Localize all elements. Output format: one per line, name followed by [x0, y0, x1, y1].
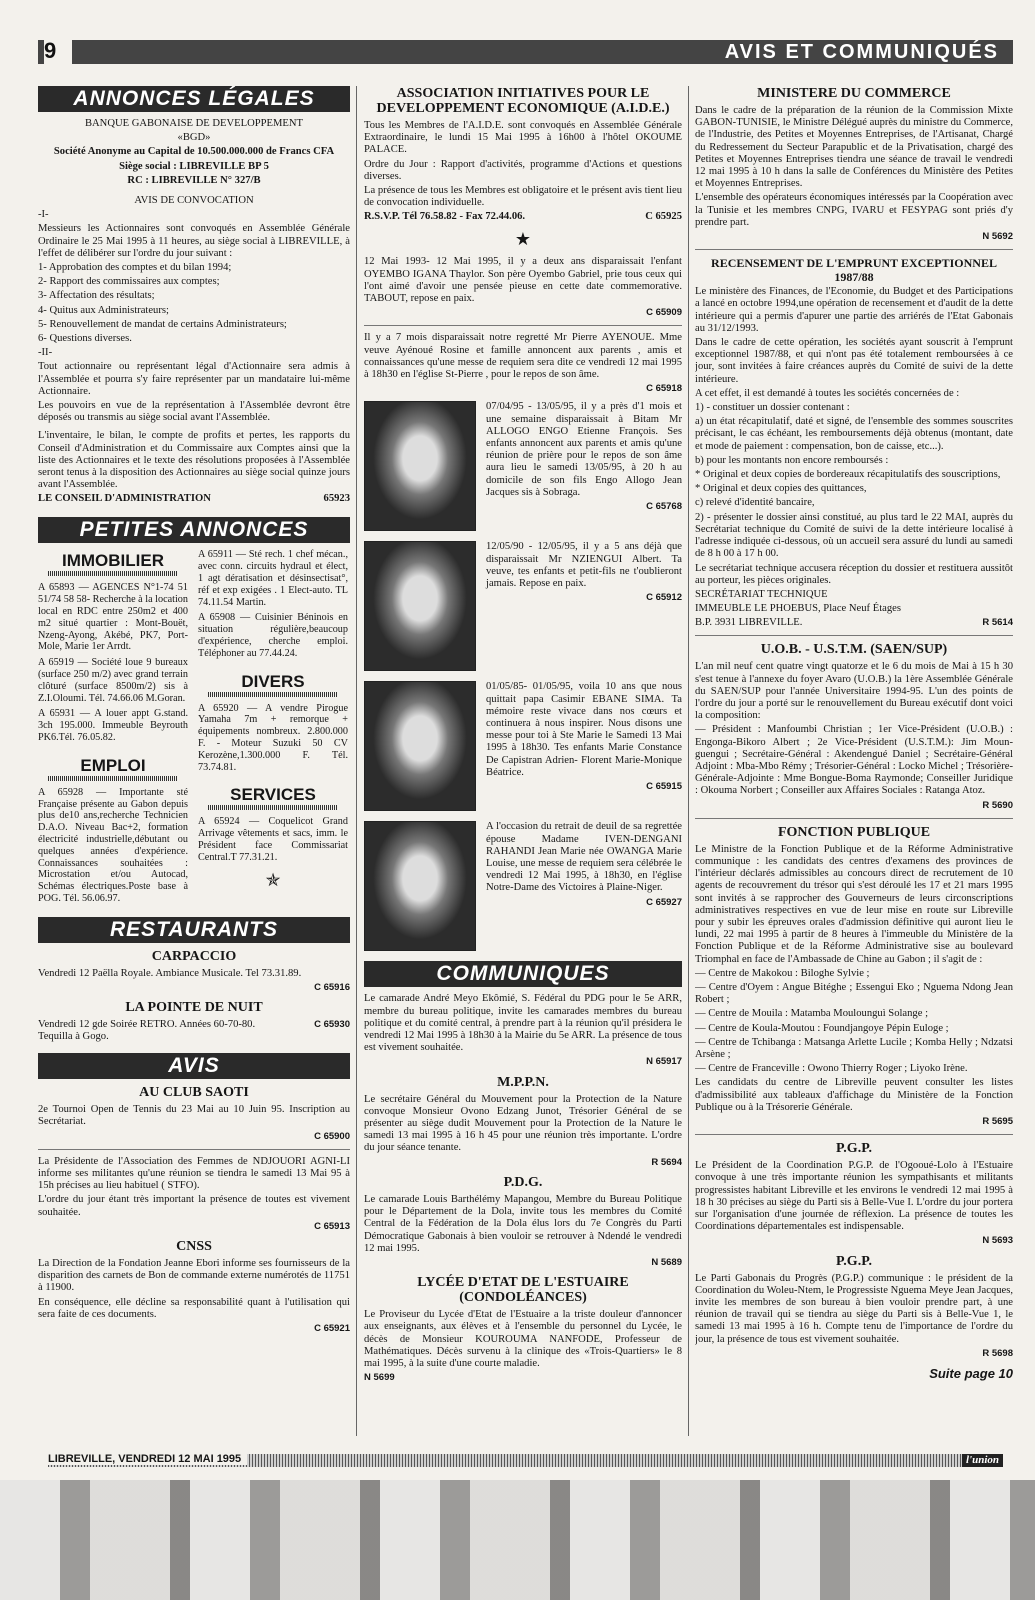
communique-text: Le camarade André Meyo Ekômié, S. Fédéral du PDG pour le 5e ARR, membre du bureau politique, invite les camarades membres du bureau politique et du comité central, à prendre part à la réunion qu'il présidera le vendredi 12 Mai 1995 à 18h30 à la Mairie du 5e ARR. La présence de tous est vivement souhaitée. — [364, 993, 682, 1054]
portrait-photo — [364, 541, 476, 671]
ad-reference: C 65912 — [646, 592, 682, 604]
notice-text: Les candidats du centre de Libreville peuvent consulter les listes d'admissibilité aux tableaux d'affichage du Ministère de la Fonction Publique ou à la Trésorerie Générale. — [695, 1077, 1013, 1113]
page-number: 9 — [44, 38, 72, 66]
section-header-bar — [38, 40, 1013, 64]
agenda-item: 2- Rapport des commissaires aux comptes; — [38, 276, 220, 288]
ad-reference: N 5689 — [651, 1256, 682, 1268]
column-divider — [688, 86, 689, 1436]
signature-text: LE CONSEIL D'ADMINISTRATION — [38, 493, 211, 505]
convocation-paragraph: Tout actionnaire ou représentant légal d'Actionnaire sera admis à l'Assemblée et pourra s'y faire représenter par un mandataire lui-même Actionnaire. — [38, 361, 350, 397]
ad-reference: C 65918 — [646, 383, 682, 395]
obituary — [364, 541, 682, 671]
list-item: * Original et deux copies de bordereaux récapitulatifs des souscriptions, — [695, 469, 1001, 481]
portrait-photo — [364, 681, 476, 811]
list-item: — Centre de Tchibanga : Matsanga Arlette Lucile ; Komba Helly ; Ndzatsi Arsène ; — [695, 1036, 1013, 1060]
bgd-line: Société Anonyme au Capital de 10.500.000.000 de Francs CFA — [53, 146, 335, 158]
classified-ad: A 65920 — A vendre Pirogue Yamaha 7m + remorque + équipements nombreux. 2.800.000 F. - Moteur Suzuki 50 CV Kerozène,1.300.000 F. Tél. 73.74.81. — [198, 702, 348, 773]
ad-reference: C 65900 — [314, 1130, 350, 1142]
agenda-item: 6- Questions diverses. — [38, 333, 132, 345]
agenda-item: 1- Approbation des comptes et du bilan 1994; — [38, 262, 232, 274]
list-item: 2) - présenter le dossier ainsi constitué, au plus tard le 22 MAI, auprès du Secrétariat technique du Comité de suivi de la dette intérieure localisé à l'adresse indiquée ci-dessous, où un accueil sera assuré du lundi au samedi de 8 h 00 à 17 h 00. — [695, 511, 1013, 560]
list-item: c) relevé d'identité bancaire, — [695, 497, 815, 509]
separator-rule — [695, 635, 1013, 636]
separator-rule — [695, 1134, 1013, 1135]
restaurant-text: Vendredi 12 gde Soirée RETRO. Années 60-70-80. Tequilla à Gogo. — [38, 1019, 256, 1043]
list-item: a) un état récapitulatif, daté et signé, de l'ensemble des sommes souscrites précisant, le cas échéant, les remboursements déjà obtenus (montant, date et mode de paiement : compensation, bon de caisse, etc...). — [695, 416, 1013, 452]
category-underline — [208, 692, 338, 697]
category-services: SERVICES — [230, 785, 316, 805]
notice-text: Tous les Membres de l'A.I.D.E. sont convoqués en Assemblée Générale Extraordinaire, le lundi 15 Mai 1995 à 16h00 à l'hôtel OKOUME PALACE. — [364, 120, 682, 156]
column-1 — [38, 86, 350, 1446]
continued-page-link[interactable]: Suite page 10 — [929, 1366, 1013, 1382]
obituary-text: 12/05/90 - 12/05/95, il y a 5 ans déjà que disparaissait Mr NZIENGUI Albert. Ta veuve, tes enfants et petit-fils ne t'oublieront jamais. Repose en paix. — [486, 541, 682, 590]
classifieds-left — [38, 549, 188, 906]
category-immobilier: IMMOBILIER — [62, 551, 164, 571]
column-divider — [356, 86, 357, 1436]
ad-reference: C 65927 — [646, 896, 682, 908]
classified-ad: A 65928 — Importante sté Française présente au Gabon depuis plus de10 ans,recherche Technicien D.A.O. Niveau Bac+2, formation électricité industrielle,débutant ou quelques années d'expérience. Connaissances souhaitées : Microstation et/ou Autocad, Schémas électriques.Poste base à POG. Tél. 56.06.97. — [38, 786, 188, 905]
ad-reference: C 65909 — [646, 307, 682, 319]
column-3 — [695, 86, 1013, 1446]
avis-convocation-title: AVIS DE CONVOCATION — [134, 195, 254, 207]
ad-reference: N 5692 — [982, 231, 1013, 243]
address-line: IMMEUBLE LE PHOEBUS, Place Neuf Étages — [695, 603, 901, 615]
notice-text: La présence de tous les Membres est obligatoire et le présent avis tient lieu de convocation individuelle. — [364, 185, 682, 209]
obituary-body — [486, 821, 682, 951]
category-underline — [48, 571, 178, 576]
list-item: — Centre d'Oyem : Angue Bitéghe ; Essengui Eko ; Nguema Ndong Jean Robert ; — [695, 981, 1013, 1006]
restaurant-name: CARPACCIO — [151, 948, 237, 964]
notice-title: MINISTERE DU COMMERCE — [757, 86, 951, 101]
part-two-marker: -II- — [38, 347, 53, 359]
agenda-item: 3- Affectation des résultats; — [38, 290, 155, 302]
notice-title: P.G.P. — [836, 1253, 872, 1269]
restaurant-name: LA POINTE DE NUIT — [125, 1000, 263, 1016]
notice-text: L'an mil neuf cent quatre vingt quatorze et le 6 du mois de Mai à 15 h 30 s'est tenue à l'annexe du foyer Avaro (U.O.B.) la 1ère Assemblée Générale du SAEN/SUP pour l'année Universitaire 1994-95. L'un des points de l'ordre du jour a porté sur le renouvellement du Bureau exécutif dont voici la composition: — [695, 661, 1013, 722]
notice-title: AU CLUB SAOTI — [139, 1085, 249, 1101]
notice-text: Ordre du Jour : Rapport d'activités, programme d'Actions et questions diverses. — [364, 158, 682, 182]
communiques-band: COMMUNIQUES — [364, 961, 682, 987]
obituary-text: 07/04/95 - 13/05/95, il y a près d'1 mois et une semaine disparaissait à Bitam Mr ALLOGO ENGO Etienne François. Ses enfants annoncent aux parents et amis qu'une réunion de prière pour le repos de son âme aura lieu le samedi 13/05/95, à 20 h au domicile de son fils Engo Allogo Jean Jacques sis à Sobraga. — [486, 401, 682, 498]
notice-text: Le Ministre de la Fonction Publique et de la Réforme Administrative communique : les candidats des centres d'examens des provinces de l'intérieur déclarés admissibles au concours direct de recrutement de 10 agents de recouvrement du trésor qui s'est déroulé les 17 et 21 mars 1995 sont invités à se rapprocher des Gouverneurs de leurs circonscriptions administratives respectives en vue de leur mise en route sur Libreville pour y subir les épreuves orales d'admission définitive qui auront lieu le lundi, 22 mai 1995 à partir de 8 heures à l'immeuble du Ministère de la Fonction Publique et de la Réforme Administrative sise au boulevard Triomphal en face de l'Ambassade de Chine au Gabon ; il s'agit de : — [695, 843, 1013, 965]
notice-title: U.O.B. - U.S.T.M. (SAEN/SUP) — [760, 642, 948, 658]
obituary-text: A l'occasion du retrait de deuil de sa regrettée épouse Madame IVEN-DENGANI RAHANDI Jean Marie née OWANGA Marie Louise, une messe de requiem sera célébrée le vendredi 12 Mai 1995, à 18h30, en l'église Notre-Dame des Victoires à Plaine-Niger. — [486, 821, 682, 894]
list-item: 1) - constituer un dossier contenant : — [695, 402, 850, 414]
list-item: b) pour les montants non encore remboursés : — [695, 454, 889, 466]
classified-ad: A 65931 — A louer appt G.stand. 3ch 195.000. Immeuble Beyrouth PK6.Tél. 76.05.82. — [38, 708, 188, 744]
portrait-photo — [364, 821, 476, 951]
notice-title: M.P.P.N. — [497, 1074, 549, 1090]
ad-reference: 65923 — [323, 493, 350, 505]
obituary-text: 01/05/85- 01/05/95, voila 10 ans que nous quittait papa Casimir EBANE SIMA. Ta mémoire reste vivace dans nos cœurs et continuera à nous inspirer. Nous disons une messe pour toi à Ste Marie le Samedi 13 Mai 1995 à 18h30. Tes enfants Marie Constance De Capistran Adrien- Florent Marie-Monique Béatrice. — [486, 681, 682, 778]
obituary — [364, 401, 682, 531]
notice-text: Le Parti Gabonais du Progrès (P.G.P.) communique : le président de la Coordination du Woleu-Ntem, le Progressiste Nguema Meye Jean Jacques, invite les membres de son bureau à bien vouloir prendre part, à une réunion de travail qui se tiendra au siège du Parti sis à Belle-Vue 1, le samedi 13 mai 1995 à 16 h. Compte tenu de l'importance de l'ordre du jour, la présence de tous est vivement souhaitée. — [695, 1272, 1013, 1345]
notice-title: LYCÉE D'ETAT DE L'ESTUAIRE (CONDOLÉANCES) — [417, 1275, 629, 1306]
notice-title: P.G.P. — [836, 1141, 872, 1157]
page-footer — [48, 1454, 1003, 1467]
notice-text: En conséquence, elle décline sa responsabilité quant à l'utilisation qui sera faite de ces documents. — [38, 1296, 350, 1320]
classified-ad: A 65908 — Cuisinier Béninois en situation régulière,beaucoup d'expérience, cherche emploi. Téléphoner au 77.44.24. — [198, 612, 348, 659]
obituary-body — [486, 541, 682, 671]
ad-reference: R 5694 — [651, 1156, 682, 1168]
convocation-intro: Messieurs les Actionnaires sont convoqués en Assemblée Générale Ordinaire le 25 Mai 1995 à 11 heures, au siège social à LIBREVILLE, à l'effet de délibérer sur l'ordre du jour suivant : — [38, 223, 350, 259]
notice-text: La Présidente de l'Association des Femmes de NDJOUORI AGNI-LI informe ses militantes qu'une réunion se tiendra le samedi 13 Mai 95 à 15h précises au lieu habituel ( STFO). — [38, 1155, 350, 1192]
list-item: Le secrétariat technique accusera réception du dossier et restituera aussitôt au porteur, les pièces originales. — [695, 562, 1013, 586]
obituary — [364, 681, 682, 811]
ad-reference: C 65930 — [314, 1019, 350, 1031]
scan-margin-texture — [0, 1480, 1035, 1600]
star-ornament-icon: ✯ — [265, 869, 281, 890]
recensement-footer — [695, 617, 1013, 629]
notice-text: Le ministère des Finances, de l'Economie, du Budget et des Participations a lancé en octobre 1994,une opération de recensement et d'audit de la dette intérieure qui a permis d'apurer une partie des arriérés de l'Etat Gabonais au 31/12/1993. — [695, 286, 1013, 334]
obituary-body — [486, 401, 682, 531]
ad-reference: R 5698 — [982, 1347, 1013, 1359]
restaurants-band: RESTAURANTS — [38, 917, 350, 943]
restaurant-text: Vendredi 12 Paëlla Royale. Ambiance Musicale. Tel 73.31.89. — [38, 967, 302, 979]
annonces-legales-band: ANNONCES LÉGALES — [38, 86, 350, 112]
section-title: AVIS ET COMMUNIQUÉS — [724, 41, 999, 63]
communique-text: Le Proviseur du Lycée d'Etat de l'Estuaire a la triste douleur d'annoncer aux enseignants, aux élèves et à l'ensemble du personnel du Lycée, le décès de Monsieur KOUROUMA NANFODE, Professeur de Mathématiques. Décès survenu à la clinique des «Trois-Quartiers» le 8 mai 1995, à la suite d'une courte maladie. — [364, 1309, 682, 1369]
footer-dateline: LIBREVILLE, VENDREDI 12 MAI 1995 — [48, 1453, 247, 1465]
classified-ad: A 65919 — Société loue 9 bureaux (surface 250 m/2) avec grand terrain clôturé (surface 8500m/2) sis à Z.I.Oloumi. Tél. 74.66.06 M.Goran. — [38, 657, 188, 704]
notice-text: — Président : Manfoumbi Christian ; 1er Vice-Président (U.O.B.) : Engonga-Bikoro Albert ; 2e Vice-Président (U.S.T.M.): Jim Moun-guengui ; Secrétaire-Général : Akendengué Daniel ; Secrétaire-Général Adjoint : Mba-Mbo Rémy ; Trésorier-Général : Locko Michel ; Trésorière-Générale-Adjointe : Mme Bongue-Boma Raymonde; Conseiller Juridique : Okouma Norbert ; Conseiller aux Affaires Sociales : Ratanga Atoz. — [695, 724, 1013, 797]
category-divers: DIVERS — [241, 671, 305, 691]
notice-text: 2e Tournoi Open de Tennis du 23 Mai au 10 Juin 95. Inscription au Secrétariat. — [38, 1104, 350, 1128]
classified-ad: A 65924 — Coquelicot Grand Arrivage vêtements et sacs, imm. le Président face Commissariat Central.T 77.31.21. — [198, 816, 348, 863]
newspaper-page — [38, 38, 1013, 1466]
bgd-line: RC : LIBREVILLE N° 327/B — [127, 174, 261, 186]
list-item: — Centre de Koula-Moutou : Foundjangoye Pépin Euloge ; — [695, 1022, 949, 1034]
category-emploi: EMPLOI — [80, 755, 146, 775]
convocation-paragraph: Les pouvoirs en vue de la représentation à l'Assemblée devront être déposés ou transmis au siège social avant l'Assemblée. — [38, 400, 350, 424]
bgd-line: «BGD» — [177, 132, 211, 144]
notice-title: CNSS — [176, 1239, 212, 1255]
notice-title: ASSOCIATION INITIATIVES POUR LE DEVELOPPEMENT ECONOMIQUE (A.I.D.E.) — [376, 86, 670, 116]
classified-ad: A 65893 — AGENCES N°1-74 51 51/74 58 58- Recherche à la location local en RDC entre 250m2 et 400 m2 situé quartier : Mont-Bouët, Nzeng-Ayong, Akébé, PK7, Port-Mole, Marie 1er Arrdt. — [38, 582, 188, 653]
ad-reference: C 65768 — [646, 501, 682, 513]
notice-text: Le Président de la Coordination P.G.P. de l'Ogooué-Lolo à l'Estuaire convoque à une très importante réunion les sympathisants et militants progressistes habitant Libreville et les environs le vendredi 12 mai 1995 à 18 h 30 précises au siège du Parti sis à Belle-Vue I. L'ordre du jour portera sur l'organisation d'une journée de réflexion. La présence de toutes les Coordinations départementales est indispensable. — [695, 1160, 1013, 1233]
notice-text: L'ordre du jour étant très important la présence de toutes est vivement souhaitée. — [38, 1194, 350, 1218]
petites-annonces-band: PETITES ANNONCES — [38, 517, 350, 543]
ad-reference: R 5695 — [982, 1116, 1013, 1128]
avis-band: AVIS — [38, 1053, 350, 1079]
ad-reference: C 65921 — [314, 1323, 350, 1335]
notice-title: RECENSEMENT DE L'EMPRUNT EXCEPTIONNEL 1987/88 — [711, 256, 997, 285]
category-underline — [48, 776, 178, 781]
list-item: — Centre de Mouila : Matamba Moulounguì Solange ; — [695, 1008, 929, 1020]
address-line: B.P. 3931 LIBREVILLE. — [695, 617, 803, 629]
bgd-header — [38, 118, 350, 187]
communique-text: Le secrétaire Général du Mouvement pour la Protection de la Nature convoque Monsieur Ovono Edzang Junot, Trésorier Général de se présenter au siège dudit Mouvement pour la Protection de la Nature le samedi 13 mai 1995 à 16 h 45 pour une réunion très importante. L'ordre du jour séance tenante. — [364, 1093, 682, 1154]
notice-text: Dans le cadre de la préparation de la réunion de la Commission Mixte GABON-TUNISIE, le Ministre Délégué auprès du ministre du Commerce, de l'Industrie, des Petites et Moyennes Entreprises, de l'Artisanat, Chargé du Redressement du Secteur Parapublic et de la Privatisation, chargé des Petites et Moyennes Entreprises tiendra une séance de travail le vendredi 12 mai 1995 à 10 h dans la salle de Conférences du Ministère des Petites et Moyennes Entreprises. — [695, 105, 1013, 190]
separator-rule — [364, 325, 682, 326]
communique-text: Le camarade Louis Barthélémy Mapangou, Membre du Bureau Politique pour le Département de la Dola, invite tous les membres du Comité Central de la Fédération de la Dola élus lors du 7e Congrès du Parti Démocratique Gabonais à bien vouloir se retrouver à Ndendé le vendredi 12 mai 1995. — [364, 1193, 682, 1254]
notice-title: P.D.G. — [503, 1174, 543, 1190]
notice-text: La Direction de la Fondation Jeanne Ebori informe ses fournisseurs de la disparition des carnets de Bon de commande externe numérotés de 11751 à 11900. — [38, 1258, 350, 1294]
column-2 — [364, 86, 682, 1446]
ad-reference: N 65917 — [646, 1056, 682, 1068]
address-line: SECRÉTARIAT TECHNIQUE — [695, 588, 828, 600]
separator-rule — [695, 818, 1013, 819]
ad-reference: N 5693 — [982, 1235, 1013, 1247]
part-one-marker: -I- — [38, 209, 49, 221]
publication-logo: l'union — [962, 1454, 1003, 1467]
classified-ad: A 65911 — Sté rech. 1 chef mécan., avec conn. circuits hydraul et élect, 1 agt dératisation et désinsectisat°, réf et exp exigées . 1 Elect-auto. TL 74.11.54 Martin. — [198, 549, 348, 608]
bgd-line: Siège social : LIBREVILLE BP 5 — [119, 160, 269, 172]
memorial-text: Il y a 7 mois disparaissait notre regretté Mr Pierre AYENOUE. Mme veuve Ayénoué Rosine et famille annoncent aux parents , amis et connaissances qu'une messe de requiem sera dite ce vendredi 12 mai 1995 à 18h30 en l'église St-Pierre , pour le repos de son âme. — [364, 332, 682, 381]
aide-footer — [364, 211, 682, 223]
conseil-signature — [38, 493, 350, 505]
portrait-photo — [364, 401, 476, 531]
ad-reference: R 5690 — [982, 799, 1013, 811]
notice-text: A cet effet, il est demandé à toutes les sociétés concernées de : — [695, 387, 960, 399]
ad-reference: N 5699 — [364, 1372, 395, 1384]
agenda-item: 5- Renouvellement de mandat de certains Administrateurs; — [38, 318, 287, 330]
ad-reference: C 65916 — [314, 982, 350, 994]
list-item: * Original et deux copies des quittances, — [695, 483, 867, 495]
bgd-line: BANQUE GABONAISE DE DEVELOPPEMENT — [84, 118, 304, 129]
separator-rule — [695, 249, 1013, 250]
list-item: — Centre de Franceville : Owono Thierry Roger ; Liyoko Irène. — [695, 1063, 968, 1075]
obituary-body — [486, 681, 682, 811]
classifieds-grid — [38, 549, 350, 906]
classifieds-right — [198, 549, 348, 906]
agenda-item: 4- Quitus aux Administrateurs; — [38, 304, 169, 316]
convocation-paragraph: L'inventaire, le bilan, le compte de profits et pertes, les rapports du Conseil d'Administration et du Commissaire aux Comptes ainsi que la liste des Actionnaires et le texte des résolutions proposées à l'Assemblée seront tenus à la disposition des Actionnaires au siège social quinze jours avant l'Assemblée. — [38, 430, 350, 491]
star-ornament-icon: ★ — [514, 229, 532, 250]
notice-text: L'ensemble des opérateurs économiques intéressés par la Coopération avec la Tunisie et les membres CNPG, IVARU et FESYPAG sont priés d'y prendre part. — [695, 192, 1013, 228]
notice-text: Dans le cadre de cette opération, les sociétés ayant souscrit à l'emprunt exceptionnel 1987/88, et qui n'ont pas été totalement remboursées à ce jour, sont invitées à faire créances auprès du Comité de suivi de la dette intérieure. — [695, 337, 1013, 385]
restaurant-row — [38, 1019, 350, 1043]
rsvp-text: R.S.V.P. Tél 76.58.82 - Fax 72.44.06. — [364, 211, 526, 223]
notice-title: FONCTION PUBLIQUE — [777, 824, 931, 840]
category-underline — [208, 805, 338, 810]
memorial-text: 12 Mai 1993- 12 Mai 1995, il y a deux ans disparaissait l'enfant OYEMBO IGANA Thaylor. Son père Oyembo Gabriel, prie tous ceux qui l'ont aimé d'avoir une pensée pieuse en cette date commemorative. TABOUT, repose en paix. — [364, 256, 682, 305]
separator-rule — [38, 1149, 350, 1150]
ad-reference: C 65925 — [645, 211, 682, 223]
obituary — [364, 821, 682, 951]
ad-reference: C 65913 — [314, 1220, 350, 1232]
ad-reference: R 5614 — [982, 617, 1013, 629]
list-item: — Centre de Makokou : Biloghe Sylvie ; — [695, 967, 870, 979]
ad-reference: C 65915 — [646, 781, 682, 793]
